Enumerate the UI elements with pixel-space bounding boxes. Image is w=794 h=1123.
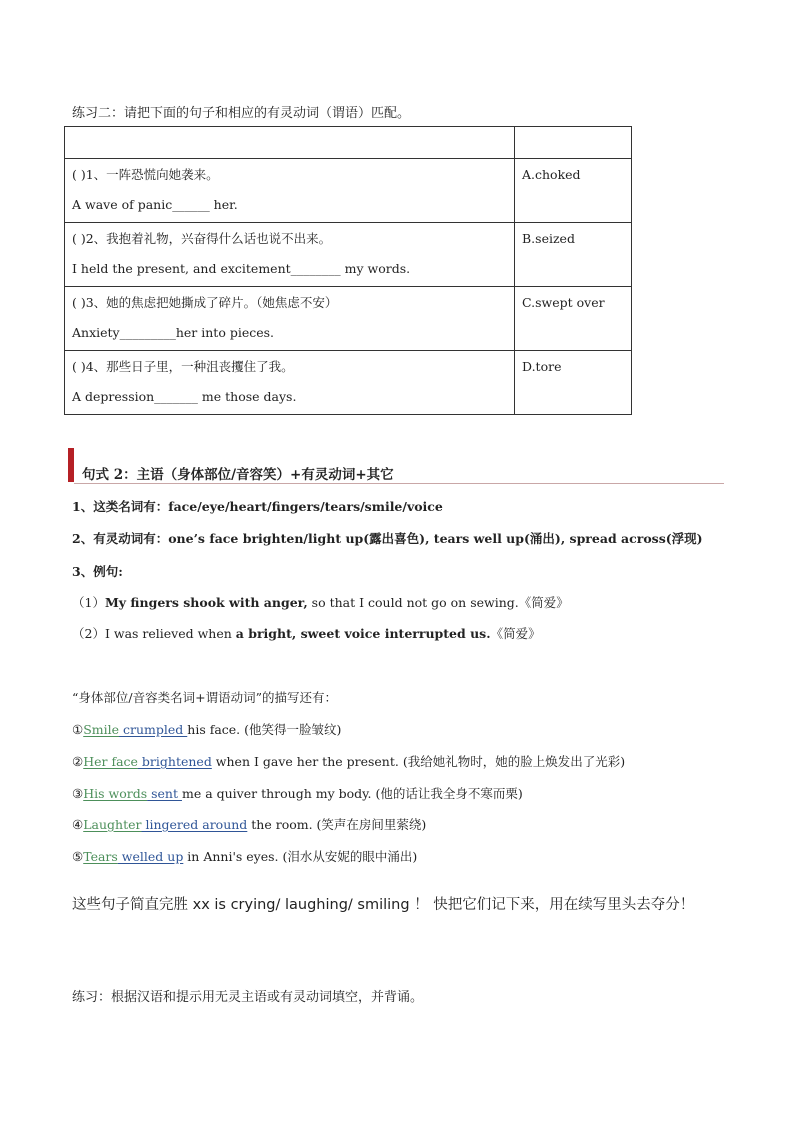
table-row (65, 287, 632, 351)
matching-table (64, 126, 632, 415)
descriptions-intro: “身体部位/音容类名词+谓语动词”的描写还有： (72, 690, 337, 705)
section2-item2: 2、有灵动词有：one’s face brighten/light up(露出喜色), tears well up(涌出), spread across(浮现) (72, 531, 703, 546)
practice-title: 练习：根据汉语和提示用无灵主语或有灵动词填空，并背诵。 (72, 990, 424, 1005)
row-english: A wave of panic______ her. (72, 197, 238, 212)
section-marker-bar (68, 448, 74, 482)
table-row (65, 159, 632, 223)
description-item: ③His words sent me a quiver through my body. (他的话让我全身不寒而栗) (72, 786, 523, 801)
description-item: ⑤Tears welled up in Anni's eyes. (泪水从安妮的眼中涌出) (72, 849, 418, 864)
option-b: B.seized (522, 231, 575, 246)
exercise2-title: 练习二：请把下面的句子和相应的有灵动词（谓语）匹配。 (72, 106, 411, 121)
example-sentence-1: （1）My fingers shook with anger, so that I could not go on sewing.《简爱》 (72, 595, 569, 610)
section-divider (74, 483, 724, 484)
description-item: ②Her face brightened when I gave her the present. (我给她礼物时，她的脸上焕发出了光彩) (72, 754, 626, 769)
option-d: D.tore (522, 359, 562, 374)
row-chinese: ( )2、我抱着礼物，兴奋得什么话也说不出来。 (72, 231, 332, 246)
description-item: ①Smile crumpled his face. (他笑得一脸皱纹) (72, 722, 342, 737)
table-row (65, 223, 632, 287)
table-header-row (65, 127, 632, 159)
section2-item1: 1、这类名词有：face/eye/heart/fingers/tears/smile/voice (72, 499, 443, 514)
row-english: I held the present, and excitement________ my words. (72, 261, 411, 276)
row-chinese: ( )4、那些日子里，一种沮丧攫住了我。 (72, 359, 294, 374)
row-english: Anxiety_________her into pieces. (72, 325, 275, 340)
row-english: A depression_______ me those days. (72, 389, 297, 404)
option-a: A.choked (522, 167, 581, 182)
section2-heading: 句式 2：主语（身体部位/音容笑）+有灵动词+其它 (82, 467, 394, 483)
row-chinese: ( )3、她的焦虑把她撕成了碎片。（她焦虑不安） (72, 295, 338, 310)
example-sentence-2: （2）I was relieved when a bright, sweet voice interrupted us.《简爱》 (72, 626, 541, 641)
summary-note: 这些句子简直完胜 xx is crying/ laughing/ smiling ！ 快把它们记下来，用在续写里头去夺分！ (72, 897, 695, 913)
description-item: ④Laughter lingered around the room. (笑声在房间里萦绕) (72, 817, 427, 832)
table-row (65, 351, 632, 415)
option-c: C.swept over (522, 295, 605, 310)
section2-item3: 3、例句: (72, 564, 123, 579)
row-chinese: ( )1、一阵恐慌向她袭来。 (72, 167, 219, 182)
